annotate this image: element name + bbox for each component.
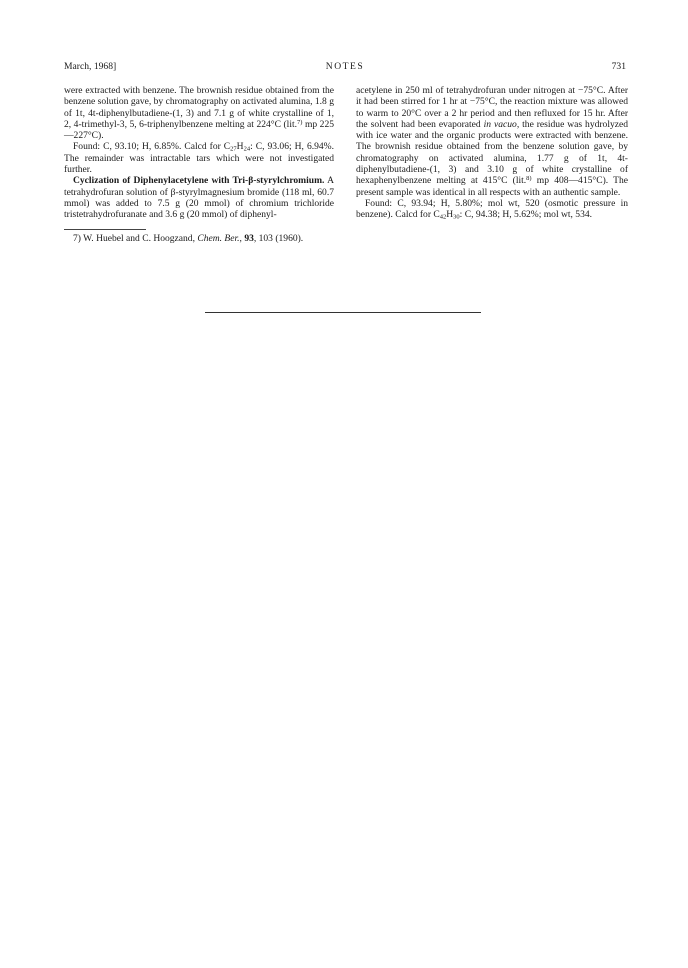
- right-column: [356, 85, 628, 221]
- paragraph-analysis: Found: C, 93.10; H, 6.85%. Calcd for $C_{27}H_{24}$: C, 93.06; H, 6.94%. The remainder was intractable tars which were not investigated further.: [64, 141, 334, 176]
- italic-term: in vacuo: [483, 118, 517, 130]
- reference-mark: 7): [297, 118, 303, 126]
- volume-number: 93: [244, 232, 254, 244]
- paragraph-procedure: acetylene in 250 ml of tetrahydrofuran under nitrogen at −75°C. After it had been stirred for 1 hr at −75°C, the reaction mixture was allowed to warm to 20°C over a 2 hr period and then refluxed for 15 hr. After the solvent had been evaporated in vacuo, the residue was hydrolyzed with ice water and the organic products were extracted with benzene. The brownish residue obtained from the benzene solution gave, by chromatography on activated alumina, 1.77 g of 1t, 4t-diphenylbutadiene-(1, 3) and 3.10 g of white crystalline of hexaphenylbenzene melting at 415°C (lit.$^{8)}$ mp 408—415°C). The present sample was identical in all respects with an authentic sample.: [356, 85, 628, 198]
- paragraph-continued: were extracted with benzene. The brownish residue obtained from the benzene solution gave, by chromatography on activated alumina, 1.8 g of 1t, 4t-diphenylbutadiene-(1, 3) and 7.1 g of white crystalline of 1, 2, 4-trimethyl-3, 5, 6-triphenylbenzene melting at 224°C (lit.$^{7)}$ mp 225—227°C).: [64, 85, 334, 142]
- section-heading: Cyclization of Diphenylacetylene with Tri-β-styrylchromium.: [73, 175, 325, 187]
- left-column: [64, 85, 334, 244]
- header-section-title: NOTES: [325, 61, 365, 72]
- end-of-article-rule: [205, 312, 481, 313]
- paragraph-analysis: Found: C, 93.94; H, 5.80%; mol wt, 520 (osmotic pressure in benzene). Calcd for $C_{42}H_{30}$: C, 94.38; H, 5.62%; mol wt, 534.: [356, 197, 628, 221]
- running-header: [64, 61, 626, 75]
- paragraph-cyclization: Cyclization of Diphenylacetylene with Tri-β-styrylchromium. A tetrahydrofuran solution of β-styrylmagnesium bromide (118 ml, 60.7 mmol) was added to 7.5 g (20 mmol) of chromium trichloride tristetrahydrofuranate and 3.6 g (20 mmol) of diphenyl-: [64, 175, 334, 221]
- footnote: 7) W. Huebel and C. Hoogzand, Chem. Ber., 93, 103 (1960).: [73, 232, 304, 244]
- page-number: 731: [611, 61, 626, 72]
- reference-mark: 8): [526, 175, 532, 183]
- header-date: March, 1968]: [64, 61, 117, 72]
- footnote-divider: [64, 229, 146, 230]
- journal-name: Chem. Ber.: [197, 232, 240, 244]
